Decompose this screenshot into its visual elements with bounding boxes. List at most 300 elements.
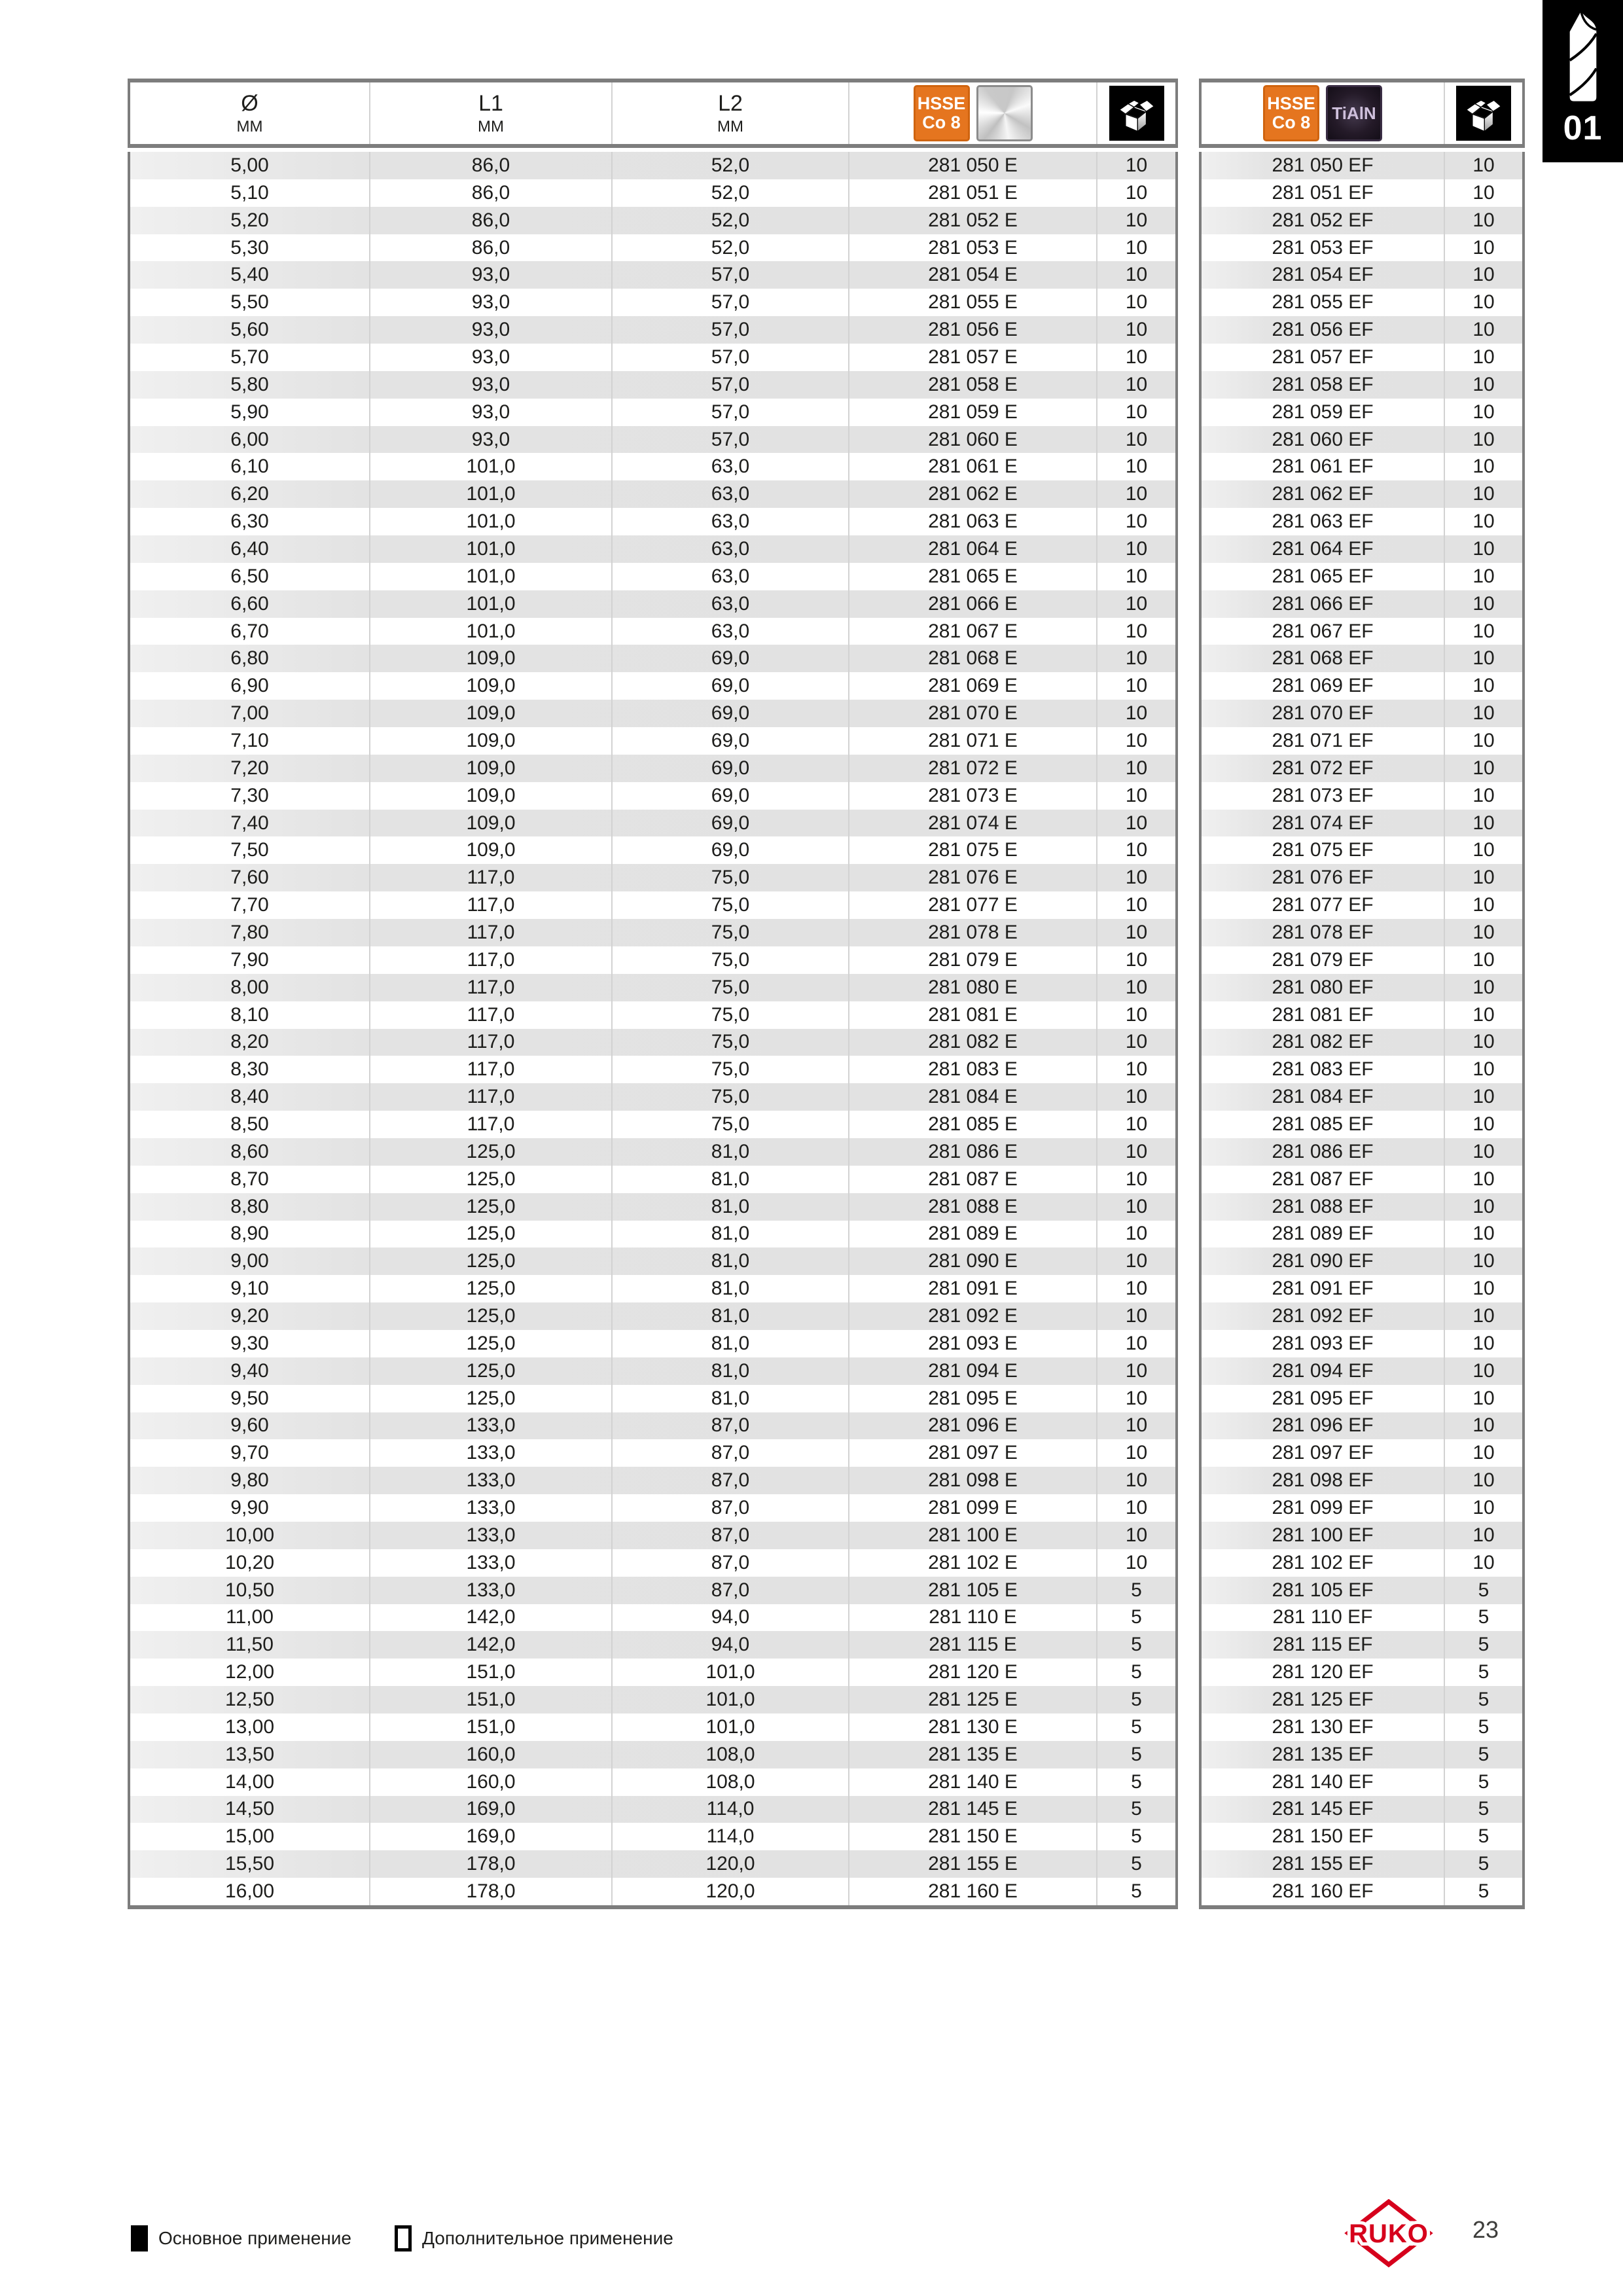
cell-article-e: 281 086 E (849, 1138, 1097, 1166)
cell-article-e: 281 061 E (849, 453, 1097, 480)
cell-article-e: 281 085 E (849, 1111, 1097, 1138)
cell-l1: 93,0 (370, 261, 613, 289)
cell-pack-qty: 10 (1472, 236, 1495, 259)
cell-pack-qty: 10 (1125, 647, 1148, 670)
cell-l2: 75,0 (613, 1056, 849, 1083)
cell-pack-qty: 10 (1125, 1086, 1148, 1108)
cell-l1: 109,0 (370, 645, 613, 672)
cell-pack-qty: 5 (1131, 1606, 1142, 1628)
cell-diameter: 8,10 (130, 1001, 370, 1029)
cell-pack-qty: 5 (1131, 1661, 1142, 1683)
table-row (1202, 836, 1522, 864)
cell-article-ef: 281 088 EF (1202, 1193, 1445, 1221)
cell-pack-qty: 5 (1131, 1770, 1142, 1793)
hsse-badge-line1: HSSE (1267, 93, 1315, 113)
cell-l1: 86,0 (370, 152, 613, 179)
table-row (1202, 535, 1522, 563)
cell-article-e: 281 052 E (849, 207, 1097, 234)
cell-article-ef: 281 087 EF (1202, 1166, 1445, 1193)
diameter-symbol: Ø (241, 90, 259, 116)
cell-pack-qty: 10 (1125, 1195, 1148, 1217)
table-row (1202, 727, 1522, 755)
cell-l1: 142,0 (370, 1604, 613, 1632)
cell-l2: 57,0 (613, 399, 849, 426)
table-row (1202, 1247, 1522, 1275)
cell-pack-qty: 10 (1472, 373, 1495, 395)
cell-article-e: 281 100 E (849, 1522, 1097, 1549)
cell-article-ef: 281 145 EF (1202, 1796, 1445, 1823)
cell-pack-qty: 10 (1125, 620, 1148, 642)
table-row (1202, 1001, 1522, 1029)
cell-pack-qty: 10 (1472, 976, 1495, 998)
cell-article-ef: 281 089 EF (1202, 1221, 1445, 1248)
cell-article-e: 281 096 E (849, 1412, 1097, 1440)
cell-l1: 109,0 (370, 727, 613, 755)
cell-pack-qty: 10 (1125, 428, 1148, 450)
cell-pack-qty: 5 (1131, 1634, 1142, 1656)
table-row (1202, 1221, 1522, 1248)
cell-l1: 125,0 (370, 1247, 613, 1275)
cell-l1: 117,0 (370, 974, 613, 1001)
table-row (1202, 1385, 1522, 1412)
cell-article-ef: 281 073 EF (1202, 782, 1445, 810)
table-row (130, 261, 1175, 289)
cell-pack-qty: 10 (1125, 1003, 1148, 1026)
table-row (130, 453, 1175, 480)
cell-pack-qty: 10 (1125, 867, 1148, 889)
table-row (130, 672, 1175, 700)
cell-l1: 93,0 (370, 399, 613, 426)
table-row (1202, 810, 1522, 837)
cell-l2: 101,0 (613, 1686, 849, 1713)
cell-article-e: 281 070 E (849, 700, 1097, 727)
cell-article-e: 281 054 E (849, 261, 1097, 289)
cell-pack-qty: 10 (1472, 729, 1495, 751)
cell-l2: 87,0 (613, 1467, 849, 1494)
table-row (130, 344, 1175, 371)
cell-l2: 63,0 (613, 453, 849, 480)
cell-pack-qty: 10 (1472, 1469, 1495, 1492)
cell-diameter: 8,70 (130, 1166, 370, 1193)
packaging-box-icon (1456, 86, 1511, 141)
cell-l1: 133,0 (370, 1549, 613, 1577)
chapter-tab[interactable] (1543, 0, 1623, 162)
cell-article-ef: 281 071 EF (1202, 727, 1445, 755)
cell-l2: 57,0 (613, 261, 849, 289)
cell-pack-qty: 5 (1478, 1579, 1489, 1601)
table-row (1202, 207, 1522, 234)
table-row (130, 1083, 1175, 1111)
cell-article-ef: 281 130 EF (1202, 1713, 1445, 1741)
cell-pack-qty: 10 (1125, 401, 1148, 423)
cell-diameter: 15,50 (130, 1850, 370, 1878)
table-row (130, 1439, 1175, 1467)
cell-l1: 86,0 (370, 207, 613, 234)
cell-l1: 86,0 (370, 179, 613, 207)
cell-pack-qty: 5 (1131, 1715, 1142, 1738)
cell-pack-qty: 10 (1472, 1168, 1495, 1190)
table-row (130, 535, 1175, 563)
cell-diameter: 6,20 (130, 480, 370, 508)
table-row (1202, 891, 1522, 919)
table-row (1202, 1111, 1522, 1138)
cell-l2: 75,0 (613, 919, 849, 946)
table-row (130, 1549, 1175, 1577)
cell-l2: 120,0 (613, 1878, 849, 1905)
cell-article-e: 281 069 E (849, 672, 1097, 700)
cell-diameter: 7,80 (130, 919, 370, 946)
cell-l1: 169,0 (370, 1823, 613, 1850)
cell-l1: 125,0 (370, 1275, 613, 1302)
cell-pack-qty: 10 (1125, 1250, 1148, 1272)
table-row (130, 289, 1175, 316)
cell-article-e: 281 079 E (849, 946, 1097, 974)
cell-l1: 109,0 (370, 672, 613, 700)
table-row (130, 590, 1175, 618)
cell-pack-qty: 10 (1472, 511, 1495, 533)
table-row (130, 1741, 1175, 1768)
cell-pack-qty: 5 (1131, 1853, 1142, 1875)
cell-pack-qty: 10 (1472, 867, 1495, 889)
table-row (1202, 1193, 1522, 1221)
cell-pack-qty: 10 (1472, 1250, 1495, 1272)
cell-l1: 101,0 (370, 563, 613, 590)
cell-pack-qty: 10 (1125, 456, 1148, 478)
cell-diameter: 9,40 (130, 1357, 370, 1385)
table-row (130, 727, 1175, 755)
cell-pack-qty: 5 (1131, 1825, 1142, 1848)
table-row (130, 1631, 1175, 1659)
cell-l1: 117,0 (370, 1111, 613, 1138)
cell-l2: 75,0 (613, 891, 849, 919)
cell-l2: 81,0 (613, 1302, 849, 1330)
table-row (130, 179, 1175, 207)
cell-article-e: 281 062 E (849, 480, 1097, 508)
cell-article-e: 281 083 E (849, 1056, 1097, 1083)
table-row (1202, 1577, 1522, 1604)
cell-pack-qty: 10 (1125, 921, 1148, 943)
cell-diameter: 14,00 (130, 1768, 370, 1796)
table-row (130, 1604, 1175, 1632)
table-row (1202, 152, 1522, 179)
table-row (130, 508, 1175, 535)
cell-l1: 117,0 (370, 864, 613, 891)
cell-diameter: 8,00 (130, 974, 370, 1001)
cell-pack-qty: 10 (1125, 839, 1148, 861)
table-row (1202, 782, 1522, 810)
cell-article-e: 281 057 E (849, 344, 1097, 371)
cell-article-ef: 281 140 EF (1202, 1768, 1445, 1796)
bright-finish-badge (976, 85, 1033, 141)
cell-pack-qty: 10 (1472, 1332, 1495, 1354)
cell-l2: 108,0 (613, 1741, 849, 1768)
cell-pack-qty: 10 (1472, 1497, 1495, 1519)
cell-article-e: 281 072 E (849, 755, 1097, 782)
cell-l1: 117,0 (370, 891, 613, 919)
cell-l2: 69,0 (613, 645, 849, 672)
cell-l2: 69,0 (613, 755, 849, 782)
cell-pack-qty: 10 (1472, 921, 1495, 943)
cell-pack-qty: 10 (1472, 592, 1495, 615)
tialn-badge-label: TiAlN (1332, 103, 1376, 123)
cell-l2: 57,0 (613, 371, 849, 399)
table-row (1202, 1467, 1522, 1494)
table-row (130, 234, 1175, 262)
cell-article-e: 281 145 E (849, 1796, 1097, 1823)
cell-pack-qty: 10 (1125, 976, 1148, 998)
cell-article-e: 281 058 E (849, 371, 1097, 399)
cell-l2: 69,0 (613, 836, 849, 864)
cell-article-ef: 281 081 EF (1202, 1001, 1445, 1029)
cell-l1: 93,0 (370, 371, 613, 399)
cell-pack-qty: 10 (1125, 1223, 1148, 1245)
table-row (130, 1275, 1175, 1302)
cell-article-e: 281 063 E (849, 508, 1097, 535)
cell-article-ef: 281 095 EF (1202, 1385, 1445, 1412)
cell-l1: 133,0 (370, 1522, 613, 1549)
cell-article-ef: 281 091 EF (1202, 1275, 1445, 1302)
cell-l1: 178,0 (370, 1850, 613, 1878)
cell-diameter: 6,00 (130, 426, 370, 454)
cell-l2: 63,0 (613, 508, 849, 535)
table-row (1202, 453, 1522, 480)
table-row (1202, 1713, 1522, 1741)
cell-pack-qty: 10 (1125, 1359, 1148, 1382)
hsse-badge-line1: HSSE (917, 93, 966, 113)
cell-pack-qty: 10 (1125, 675, 1148, 697)
cell-article-ef: 281 058 EF (1202, 371, 1445, 399)
cell-l2: 87,0 (613, 1522, 849, 1549)
cell-pack-qty: 10 (1472, 1442, 1495, 1464)
table-row (1202, 1439, 1522, 1467)
cell-pack-qty: 5 (1131, 1798, 1142, 1820)
cell-article-ef: 281 086 EF (1202, 1138, 1445, 1166)
cell-diameter: 8,40 (130, 1083, 370, 1111)
cell-article-e: 281 066 E (849, 590, 1097, 618)
cell-pack-qty: 10 (1472, 1414, 1495, 1437)
cell-l2: 94,0 (613, 1604, 849, 1632)
outlined-square-icon (395, 2225, 412, 2251)
table-row (1202, 1412, 1522, 1440)
cell-pack-qty: 10 (1472, 209, 1495, 231)
table-row (130, 1330, 1175, 1357)
table-row (130, 1467, 1175, 1494)
cell-pack-qty: 10 (1125, 1332, 1148, 1354)
cell-pack-qty: 10 (1472, 812, 1495, 834)
cell-article-ef: 281 064 EF (1202, 535, 1445, 563)
cell-diameter: 6,80 (130, 645, 370, 672)
table-row (1202, 289, 1522, 316)
cell-article-e: 281 135 E (849, 1741, 1097, 1768)
cell-pack-qty: 10 (1125, 1387, 1148, 1409)
cell-pack-qty: 10 (1125, 812, 1148, 834)
cell-article-ef: 281 074 EF (1202, 810, 1445, 837)
table-row (130, 1494, 1175, 1522)
header-article-tialn (1202, 82, 1445, 144)
cell-article-ef: 281 057 EF (1202, 344, 1445, 371)
chapter-number: 01 (1563, 109, 1603, 147)
cell-diameter: 6,30 (130, 508, 370, 535)
cell-pack-qty: 10 (1125, 757, 1148, 779)
cell-article-e: 281 081 E (849, 1001, 1097, 1029)
cell-diameter: 7,30 (130, 782, 370, 810)
cell-pack-qty: 10 (1472, 784, 1495, 806)
cell-l2: 69,0 (613, 727, 849, 755)
cell-diameter: 11,00 (130, 1604, 370, 1632)
cell-l1: 151,0 (370, 1713, 613, 1741)
cell-diameter: 6,90 (130, 672, 370, 700)
cell-l2: 120,0 (613, 1850, 849, 1878)
cell-article-e: 281 092 E (849, 1302, 1097, 1330)
cell-diameter: 7,40 (130, 810, 370, 837)
table-row (130, 864, 1175, 891)
cell-diameter: 7,70 (130, 891, 370, 919)
cell-l2: 114,0 (613, 1796, 849, 1823)
cell-pack-qty: 10 (1472, 401, 1495, 423)
cell-pack-qty: 10 (1472, 1305, 1495, 1327)
table-row (1202, 316, 1522, 344)
cell-pack-qty: 10 (1125, 1113, 1148, 1135)
cell-diameter: 13,00 (130, 1713, 370, 1741)
table-row (130, 1713, 1175, 1741)
cell-article-ef: 281 083 EF (1202, 1056, 1445, 1083)
cell-article-ef: 281 066 EF (1202, 590, 1445, 618)
table-row (130, 1878, 1175, 1905)
cell-diameter: 8,30 (130, 1056, 370, 1083)
table-row (1202, 672, 1522, 700)
cell-diameter: 5,90 (130, 399, 370, 426)
cell-article-ef: 281 094 EF (1202, 1357, 1445, 1385)
cell-pack-qty: 5 (1478, 1798, 1489, 1820)
table-row (1202, 179, 1522, 207)
header-diameter (130, 82, 370, 144)
table-row (130, 755, 1175, 782)
cell-diameter: 16,00 (130, 1878, 370, 1905)
cell-article-ef: 281 102 EF (1202, 1549, 1445, 1577)
cell-pack-qty: 10 (1472, 1031, 1495, 1053)
table-row (130, 371, 1175, 399)
cell-l2: 69,0 (613, 782, 849, 810)
header-l2 (613, 82, 849, 144)
cell-diameter: 8,50 (130, 1111, 370, 1138)
table-row (130, 1193, 1175, 1221)
diameter-unit: MM (236, 117, 263, 135)
table-row (1202, 700, 1522, 727)
cell-diameter: 7,00 (130, 700, 370, 727)
cell-l1: 109,0 (370, 700, 613, 727)
cell-diameter: 7,20 (130, 755, 370, 782)
cell-article-ef: 281 062 EF (1202, 480, 1445, 508)
table-row (130, 480, 1175, 508)
table-row (130, 207, 1175, 234)
cell-article-ef: 281 079 EF (1202, 946, 1445, 974)
cell-diameter: 6,50 (130, 563, 370, 590)
table-row (130, 618, 1175, 645)
cell-article-e: 281 155 E (849, 1850, 1097, 1878)
table-row (130, 426, 1175, 454)
cell-l1: 117,0 (370, 1029, 613, 1056)
cell-article-e: 281 102 E (849, 1549, 1097, 1577)
cell-pack-qty: 5 (1478, 1606, 1489, 1628)
table-row (130, 1686, 1175, 1713)
cell-article-ef: 281 054 EF (1202, 261, 1445, 289)
cell-l2: 75,0 (613, 864, 849, 891)
cell-diameter: 5,60 (130, 316, 370, 344)
cell-article-ef: 281 051 EF (1202, 179, 1445, 207)
cell-l1: 101,0 (370, 590, 613, 618)
cell-l2: 57,0 (613, 426, 849, 454)
cell-l1: 117,0 (370, 1001, 613, 1029)
right-table-body (1199, 152, 1525, 1909)
table-row (130, 152, 1175, 179)
cell-pack-qty: 10 (1472, 1223, 1495, 1245)
cell-pack-qty: 10 (1125, 729, 1148, 751)
cell-article-ef: 281 084 EF (1202, 1083, 1445, 1111)
cell-article-e: 281 130 E (849, 1713, 1097, 1741)
table-row (1202, 864, 1522, 891)
cell-article-e: 281 084 E (849, 1083, 1097, 1111)
cell-diameter: 8,20 (130, 1029, 370, 1056)
drill-bit-icon (1560, 9, 1606, 107)
cell-l1: 93,0 (370, 289, 613, 316)
cell-pack-qty: 10 (1472, 264, 1495, 286)
cell-pack-qty: 5 (1478, 1715, 1489, 1738)
cell-article-e: 281 077 E (849, 891, 1097, 919)
table-row (1202, 645, 1522, 672)
cell-article-ef: 281 099 EF (1202, 1494, 1445, 1522)
cell-diameter: 12,50 (130, 1686, 370, 1713)
packaging-box-icon (1109, 86, 1164, 141)
cell-l1: 101,0 (370, 508, 613, 535)
tialn-coating-badge (1326, 85, 1382, 141)
cell-article-e: 281 067 E (849, 618, 1097, 645)
cell-l2: 81,0 (613, 1221, 849, 1248)
cell-diameter: 7,90 (130, 946, 370, 974)
cell-article-ef: 281 068 EF (1202, 645, 1445, 672)
cell-pack-qty: 10 (1472, 839, 1495, 861)
cell-l1: 101,0 (370, 453, 613, 480)
table-row (130, 1385, 1175, 1412)
table-row (130, 316, 1175, 344)
cell-pack-qty: 10 (1472, 702, 1495, 725)
cell-pack-qty: 10 (1472, 346, 1495, 368)
cell-l1: 101,0 (370, 535, 613, 563)
cell-article-ef: 281 052 EF (1202, 207, 1445, 234)
cell-l1: 133,0 (370, 1577, 613, 1604)
cell-pack-qty: 10 (1472, 1113, 1495, 1135)
cell-article-ef: 281 050 EF (1202, 152, 1445, 179)
cell-diameter: 6,40 (130, 535, 370, 563)
left-table-header (128, 79, 1178, 148)
page-number: 23 (1472, 2216, 1499, 2243)
cell-pack-qty: 10 (1472, 894, 1495, 916)
cell-l2: 87,0 (613, 1494, 849, 1522)
table-row (1202, 344, 1522, 371)
cell-diameter: 10,50 (130, 1577, 370, 1604)
cell-pack-qty: 10 (1125, 511, 1148, 533)
cell-article-ef: 281 160 EF (1202, 1878, 1445, 1905)
cell-article-ef: 281 105 EF (1202, 1577, 1445, 1604)
cell-pack-qty: 10 (1472, 1003, 1495, 1026)
cell-l1: 169,0 (370, 1796, 613, 1823)
cell-article-e: 281 097 E (849, 1439, 1097, 1467)
cell-pack-qty: 10 (1125, 894, 1148, 916)
cell-diameter: 5,10 (130, 179, 370, 207)
cell-article-e: 281 074 E (849, 810, 1097, 837)
table-row (130, 563, 1175, 590)
cell-pack-qty: 5 (1478, 1880, 1489, 1903)
cell-l2: 81,0 (613, 1166, 849, 1193)
